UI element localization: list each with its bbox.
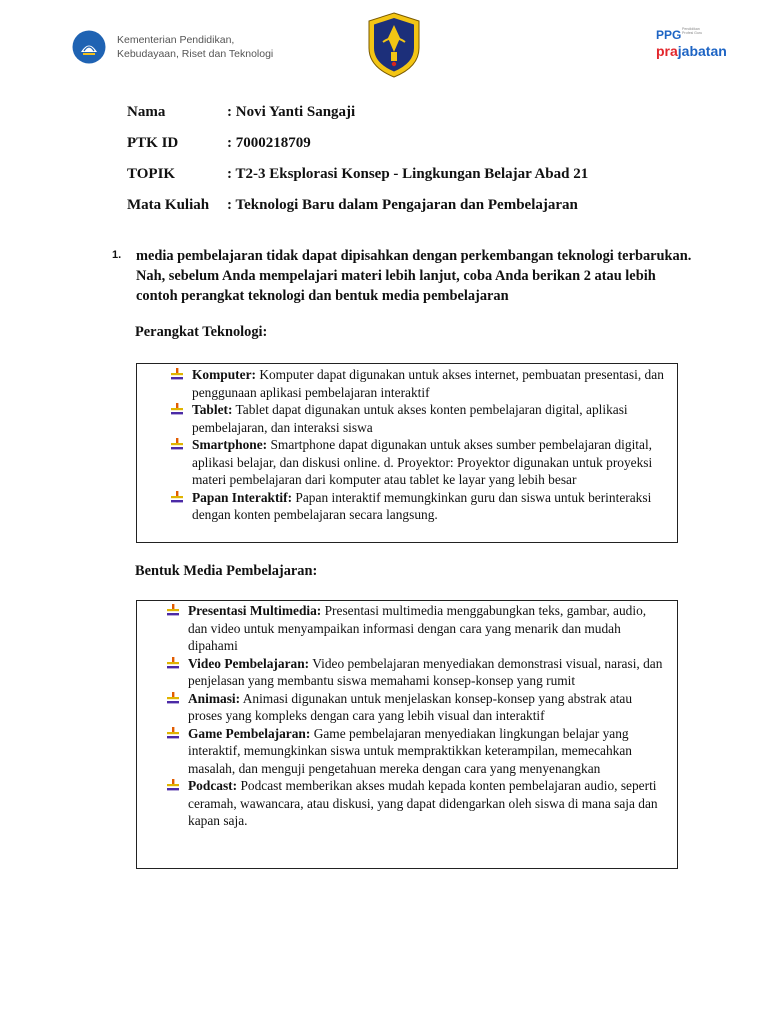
document-header	[0, 0, 768, 95]
item-term: Komputer:	[192, 367, 256, 382]
prajabatan-wordmark	[656, 43, 727, 59]
item-description: Papan interaktif memungkinkan guru dan siswa untuk berinteraksi dengan konten pembelajaran secara langsung.	[192, 489, 652, 522]
info-value: : 7000218709	[227, 135, 311, 151]
prajabatan-pra: pra	[656, 43, 678, 59]
list-item	[137, 366, 677, 401]
bullet-arrow-icon	[167, 604, 179, 616]
bullet-arrow-icon	[171, 368, 183, 380]
devices-box	[136, 363, 678, 543]
item-description: Animasi digunakan untuk menjelaskan konsep-konsep yang abstrak atau proses yang kompleks dengan cara yang lebih visual dan interaktif	[188, 690, 633, 723]
prajabatan-jabatan: jabatan	[677, 43, 727, 59]
media-list	[137, 602, 677, 830]
list-item	[137, 489, 677, 524]
ppg-label: PPG	[656, 28, 682, 42]
list-item	[137, 725, 677, 778]
ministry-line-2: Kebudayaan, Riset dan Teknologi	[117, 48, 274, 60]
item-description: Komputer dapat digunakan untuk akses internet, pembuatan presentasi, dan penggunaan aplikasi pembelajaran interaktif	[192, 367, 664, 400]
item-description: Tablet dapat digunakan untuk akses konten pembelajaran digital, aplikasi pembelajaran, dan interaksi siswa	[192, 402, 628, 435]
bullet-arrow-icon	[171, 403, 183, 415]
item-description: Game pembelajaran menyediakan lingkungan belajar yang interaktif, memungkinkan siswa untuk mempraktikkan keterampilan, memecahkan masalah, dan menguji pengetahuan mereka dengan cara yang menyenangkan	[188, 725, 632, 776]
info-label: Mata Kuliah	[127, 197, 210, 213]
list-item	[137, 602, 677, 655]
ministry-line-1: Kementerian Pendidikan,	[117, 34, 235, 46]
question-text: media pembelajaran tidak dapat dipisahkan dengan perkembangan teknologi terbarukan. Nah, sebelum Anda mempelajari materi lebih lanjut, coba Anda berikan 2 atau lebih contoh perangkat teknologi dan bentuk media pembelajaran	[136, 248, 692, 304]
item-term: Video Pembelajaran:	[188, 655, 310, 671]
item-term: Game Pembelajaran:	[188, 725, 311, 741]
info-value: : Teknologi Baru dalam Pengajaran dan Pembelajaran	[227, 197, 578, 213]
list-item	[137, 777, 677, 830]
item-term: Animasi:	[188, 690, 241, 706]
list-item	[137, 655, 677, 690]
item-term: Tablet:	[192, 402, 233, 417]
ppg-tagline: Pendidikan Profesi Guru	[682, 27, 703, 36]
list-item	[137, 436, 677, 489]
list-item	[137, 401, 677, 436]
list-item	[137, 690, 677, 725]
bullet-arrow-icon	[167, 779, 179, 791]
info-label: TOPIK	[127, 166, 176, 182]
item-description: Presentasi multimedia menggabungkan teks, gambar, audio, dan video untuk menyampaikan informasi dengan cara yang menarik dan mudah dipahami	[188, 603, 647, 653]
question-number: 1.	[112, 249, 122, 261]
bullet-arrow-icon	[167, 692, 179, 704]
bullet-arrow-icon	[167, 657, 179, 669]
info-label: PTK ID	[127, 135, 179, 151]
bullet-arrow-icon	[167, 727, 179, 739]
info-value: : Novi Yanti Sangaji	[227, 104, 356, 120]
item-term: Smartphone:	[192, 437, 268, 452]
item-term: Presentasi Multimedia:	[188, 603, 322, 618]
university-seal	[367, 12, 421, 78]
item-description: Podcast memberikan akses mudah kepada konten pembelajaran audio, seperti ceramah, wawancara, atau diskusi, yang dapat didengarkan oleh siswa di mana saja dan kapan saja.	[188, 778, 658, 828]
media-box	[136, 600, 678, 869]
info-value: : T2-3 Eksplorasi Konsep - Lingkungan Belajar Abad 21	[227, 166, 589, 182]
tut-wuri-handayani-logo	[72, 30, 106, 64]
item-term: Papan Interaktif:	[192, 489, 293, 505]
section-title-devices: Perangkat Teknologi:	[135, 324, 268, 340]
devices-list	[137, 366, 677, 524]
item-description: Smartphone dapat digunakan untuk akses sumber pembelajaran digital, aplikasi belajar, dan diskusi online. d. Proyektor: Proyektor digunakan untuk proyeksi materi pembelajaran dari komputer atau tablet ke layar yang lebih besar	[192, 437, 653, 487]
item-term: Podcast:	[188, 778, 238, 793]
ministry-name	[117, 33, 273, 61]
section-title-media: Bentuk Media Pembelajaran:	[135, 563, 318, 579]
item-description: Video pembelajaran menyediakan demonstrasi visual, narasi, dan penjelasan yang membantu siswa memahami konsep-konsep yang rumit	[188, 655, 663, 688]
bullet-arrow-icon	[171, 491, 183, 503]
info-label: Nama	[127, 104, 166, 120]
ppg-prajabatan-logo	[652, 22, 730, 66]
bullet-arrow-icon	[171, 438, 183, 450]
